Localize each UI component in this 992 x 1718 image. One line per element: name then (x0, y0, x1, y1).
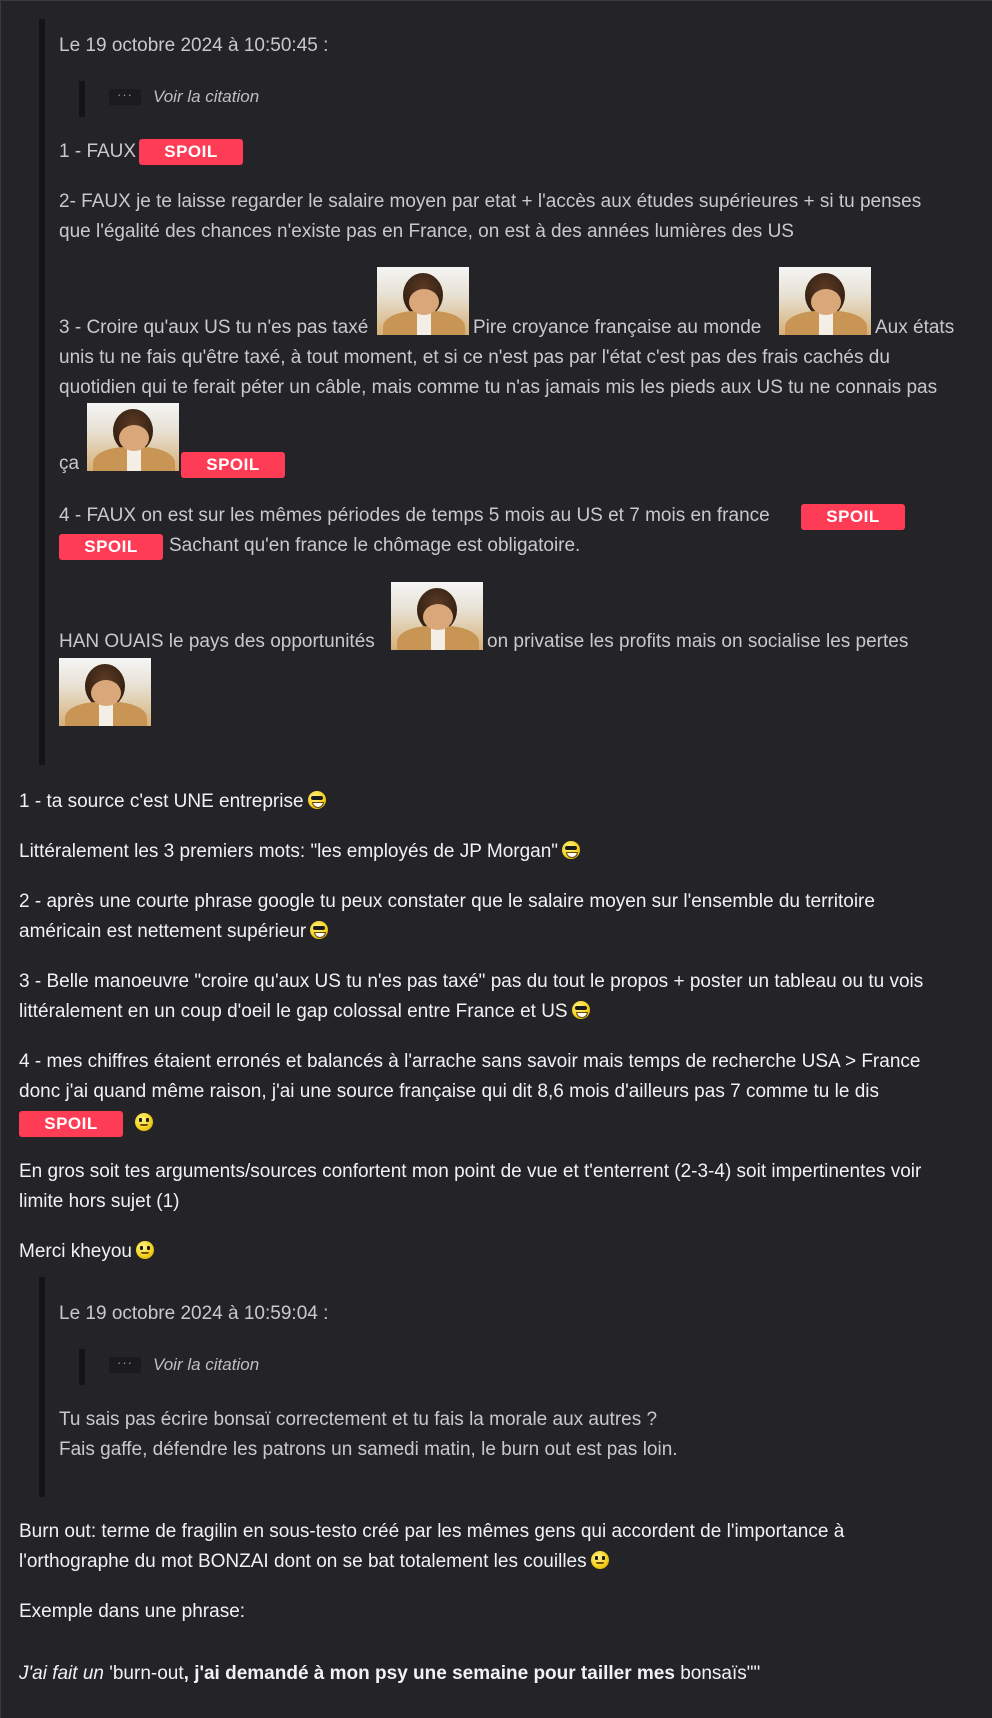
ellipsis-icon: ··· (109, 89, 141, 105)
see-quote-label: Voir la citation (153, 87, 260, 106)
quote-line: Pire croyance française au monde (473, 317, 762, 338)
reply-line: donc j'ai quand même raison, j'ai une source française qui dit 8,6 mois d'ailleurs pas 7 comme tu le dis (19, 1081, 879, 1102)
quote-header: Le 19 octobre 2024 à 10:59:04 : (59, 1303, 329, 1324)
sticker-image (391, 582, 483, 650)
smirk-smiley-icon (591, 1551, 609, 1569)
quote-line: Aux états (875, 317, 955, 338)
spoil-button[interactable]: SPOIL (139, 139, 243, 165)
quote-line: ça (59, 453, 80, 474)
sticker-image (377, 267, 469, 335)
reply-line: américain est nettement supérieur (19, 917, 328, 947)
quote-line: quotidien qui te ferait péter un câble, mais comme tu n'as jamais mis les pieds aux US tu ne connais pas (59, 377, 938, 398)
nested-quote-bar (79, 81, 85, 117)
quote-line: Tu sais pas écrire bonsaï correctement et tu fais la morale aux autres ? (59, 1409, 658, 1430)
sticker-image (87, 403, 179, 471)
sticker-image (59, 658, 151, 726)
reply-line: Exemple dans une phrase: (19, 1601, 246, 1622)
spoil-button[interactable]: SPOIL (801, 504, 905, 530)
reply-line: J'ai fait un 'burn-out, j'ai demandé à mon psy une semaine pour tailler mes bonsaïs"" (19, 1663, 761, 1684)
sticker-image (779, 267, 871, 335)
reply-line: En gros soit tes arguments/sources confortent mon point de vue et t'enterrent (2-3-4) soit impertinentes voir (19, 1161, 922, 1182)
quote-line: 1 - FAUX (59, 141, 137, 162)
spoil-button[interactable]: SPOIL (181, 452, 285, 478)
laughing-smiley-icon (562, 841, 580, 859)
reply-line: Burn out: terme de fragilin en sous-testo créé par les mêmes gens qui accordent de l'importance à (19, 1521, 845, 1542)
spoil-button[interactable]: SPOIL (59, 534, 163, 560)
quote-line: 4 - FAUX on est sur les mêmes périodes de temps 5 mois au US et 7 mois en france (59, 505, 770, 526)
reply-line: Merci kheyou (19, 1237, 154, 1267)
smirk-smiley-icon (135, 1113, 153, 1131)
reply-line: 3 - Belle manoeuvre "croire qu'aux US tu n'es pas taxé" pas du tout le propos + poster un tableau ou tu vois (19, 971, 924, 992)
reply-line: 1 - ta source c'est UNE entreprise (19, 787, 326, 817)
quote-line: unis tu ne fais qu'être taxé, à tout moment, et si ce n'est pas par l'état c'est pas des frais cachés du (59, 347, 890, 368)
see-quote-button[interactable] (109, 1355, 259, 1375)
quote-bar (39, 1277, 45, 1497)
smiley-icon (136, 1241, 154, 1259)
reply-line: 2 - après une courte phrase google tu peux constater que le salaire moyen sur l'ensemble du territoire (19, 891, 875, 912)
quote-header: Le 19 octobre 2024 à 10:50:45 : (59, 35, 329, 56)
quote-line: Sachant qu'en france le chômage est obligatoire. (169, 535, 581, 556)
quote-line: Fais gaffe, défendre les patrons un samedi matin, le burn out est pas loin. (59, 1439, 678, 1460)
quote-line: on privatise les profits mais on socialise les pertes (487, 631, 909, 652)
quote-line: 2- FAUX je te laisse regarder le salaire moyen par etat + l'accès aux études supérieures + si tu penses (59, 191, 922, 212)
see-quote-label: Voir la citation (153, 1355, 260, 1374)
reply-line: l'orthographe du mot BONZAI dont on se bat totalement les couilles (19, 1547, 609, 1577)
quote-line: HAN OUAIS le pays des opportunités (59, 631, 375, 652)
nested-quote-bar (79, 1349, 85, 1385)
reply-line: limite hors sujet (1) (19, 1191, 180, 1212)
ellipsis-icon: ··· (109, 1357, 141, 1373)
quote-line: que l'égalité des chances n'existe pas en France, on est à des années lumières des US (59, 221, 794, 242)
reply-line: littéralement en un coup d'oeil le gap colossal entre France et US (19, 997, 590, 1027)
see-quote-button[interactable] (109, 87, 259, 107)
quote-line: 3 - Croire qu'aux US tu n'es pas taxé (59, 317, 369, 338)
laughing-smiley-icon (572, 1001, 590, 1019)
quote-bar (39, 19, 45, 765)
reply-line: Littéralement les 3 premiers mots: "les employés de JP Morgan" (19, 837, 580, 867)
laughing-smiley-icon (310, 921, 328, 939)
spoil-button[interactable]: SPOIL (19, 1111, 123, 1137)
laughing-smiley-icon (308, 791, 326, 809)
reply-line: 4 - mes chiffres étaient erronés et balancés à l'arrache sans savoir mais temps de recherche USA > France (19, 1051, 921, 1072)
